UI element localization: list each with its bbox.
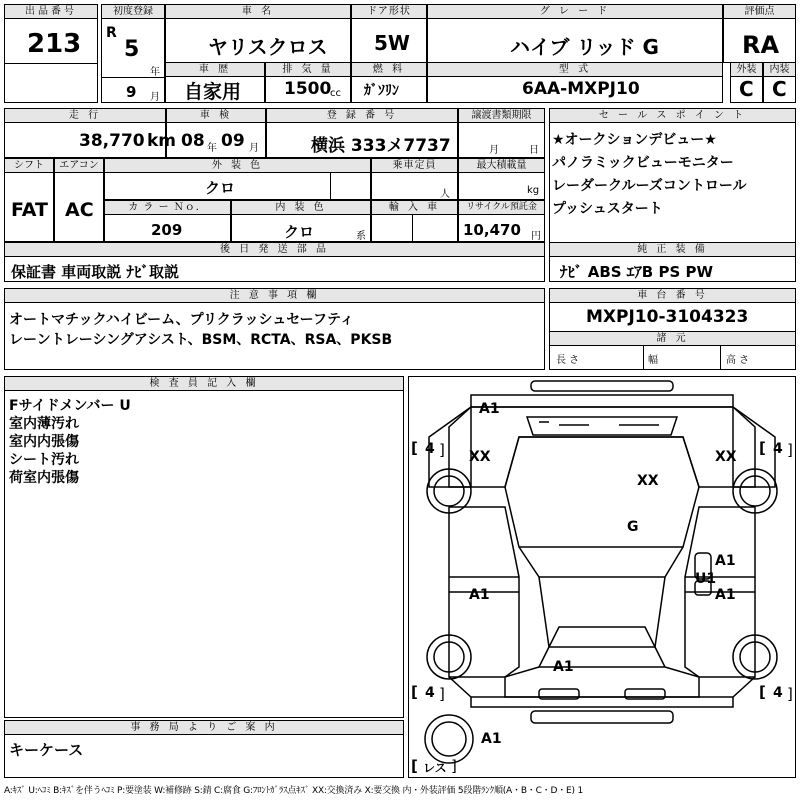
- sales-points-label: セ ー ル ス ポ イ ン ト: [550, 109, 795, 123]
- int-grade: C: [772, 77, 787, 101]
- ac: AC: [65, 199, 94, 221]
- car-name-label: 車 名: [166, 5, 350, 19]
- car-diagram: [ [ [ [ [ A1 XX XX XX G A1 U1 A1 A1 A1 A1 4 ] 4 ] 4 ] 4 ] レス ]: [408, 376, 796, 778]
- mileage-label: 走 行: [5, 109, 165, 123]
- month-unit: 月: [150, 92, 160, 103]
- mark-trunk: A1: [553, 659, 574, 675]
- import-box: [371, 200, 458, 242]
- int-color-label: 内 装 色: [232, 201, 370, 215]
- door-label: ドア形状: [352, 5, 426, 19]
- insp-year: 08: [181, 131, 205, 151]
- displacement-label: 排 気 量: [266, 63, 350, 77]
- sales-point: パノラミックビューモニター: [552, 155, 734, 171]
- fuel: ｶﾞｿﾘﾝ: [364, 83, 399, 99]
- shift-box: [4, 158, 54, 242]
- int-color: クロ: [284, 223, 315, 241]
- equipment-label: 純 正 装 備: [550, 243, 795, 257]
- transfer-month: 月: [489, 145, 499, 156]
- color-no-box: [104, 200, 231, 242]
- int-color-box: [231, 200, 371, 242]
- chassis-number: MXPJ10-3104323: [586, 307, 749, 327]
- color: クロ: [205, 179, 236, 197]
- mark-front-bumper: A1: [479, 401, 500, 417]
- notes-box: [4, 288, 545, 370]
- later-parts-box: [4, 242, 545, 282]
- inspector-line: 室内薄汚れ: [9, 416, 79, 432]
- load-unit: kg: [527, 185, 540, 196]
- history: 自家用: [184, 81, 242, 103]
- score: RA: [742, 31, 780, 59]
- grade: ハイブ リッド G: [510, 35, 659, 59]
- history-box: [165, 62, 265, 103]
- inspector-line: シート汚れ: [9, 452, 79, 468]
- mark-l-rear-door: A1: [469, 587, 490, 603]
- load-box: [458, 158, 545, 200]
- chassis-label: 車 台 番 号: [550, 289, 795, 303]
- ext-grade: C: [739, 77, 754, 101]
- color-no: 209: [151, 221, 183, 239]
- reg-box: [266, 108, 458, 158]
- sales-point: ★オークションデビュー★: [552, 132, 717, 148]
- era: R: [106, 25, 117, 41]
- equipment-box: [549, 242, 796, 282]
- mileage-unit: km: [147, 131, 177, 151]
- year-unit: 年: [150, 67, 160, 78]
- door-type: 5W: [374, 31, 410, 55]
- car-name-box: [165, 4, 351, 63]
- recycle-unit: 円: [531, 231, 541, 242]
- width-label: 幅: [648, 355, 658, 366]
- inspector-label: 検 査 員 記 入 欄: [5, 377, 403, 391]
- first-reg-month: 9: [126, 83, 137, 101]
- mark-roof: G: [627, 519, 639, 535]
- office-box: [4, 720, 404, 778]
- ac-box: [54, 158, 104, 242]
- lot-label: 出品番号: [5, 5, 97, 19]
- legend: A:ｷｽﾞ U:ﾍｺﾐ B:ｷｽﾞを伴うﾍｺﾐ P:要塗装 W:補修跡 S:錆 C:腐食 G:ﾌﾛﾝﾄｶﾞﾗｽ点ｷｽﾞ XX:交換済み X:要交換 内・外装評価 5段階ﾗﾝｸ順(A・B・C・D・E) 1: [4, 786, 583, 796]
- int-color-unit: 系: [356, 231, 366, 242]
- score-label: 評価点: [724, 5, 795, 19]
- height-label: 高 さ: [726, 355, 750, 366]
- insp-month-unit: 月: [249, 143, 259, 154]
- model-label: 型 式: [428, 63, 722, 77]
- dims-label: 諸 元: [550, 331, 795, 346]
- insp-month: 09: [221, 131, 245, 151]
- reg-number: 横浜 333メ7737: [311, 136, 451, 156]
- tire-rl: 4: [425, 685, 435, 701]
- ext-label: 外装: [731, 63, 762, 77]
- lot-number: 213: [27, 29, 82, 59]
- chassis-box: [549, 288, 796, 370]
- capacity-box: [371, 158, 458, 200]
- tire-fl: 4: [425, 441, 435, 457]
- displacement-unit: cc: [330, 88, 341, 99]
- ac-label: エアコン: [55, 159, 103, 173]
- inspector-line: 荷室内張傷: [9, 470, 79, 486]
- transfer-label: 譲渡書類期限: [459, 109, 544, 123]
- color-box: [104, 158, 371, 200]
- capacity-label: 乗車定員: [372, 159, 457, 173]
- inspector-line: Fサイドメンバー U: [9, 398, 131, 414]
- sales-point: プッシュスタート: [552, 201, 663, 217]
- ext-box: [730, 62, 763, 103]
- mark-fl-fender: XX: [469, 449, 491, 465]
- note-line: オートマチックハイビーム、プリクラッシュセーフティ: [9, 312, 354, 328]
- recycle-label: リサイクル預託金: [459, 201, 544, 215]
- door-box: [351, 4, 427, 63]
- displacement: 1500: [284, 79, 332, 99]
- tire-rl-bracket: [: [411, 683, 418, 701]
- length-label: 長 さ: [556, 355, 580, 366]
- transfer-box: [458, 108, 545, 158]
- car-outline: [409, 377, 795, 777]
- office-note: キーケース: [9, 741, 84, 759]
- recycle-box: [458, 200, 545, 242]
- later-parts: 保証書 車両取説 ﾅﾋﾞ取説: [11, 263, 179, 281]
- load-label: 最大積載量: [459, 159, 544, 173]
- first-reg-box: [101, 4, 165, 103]
- transfer-day: 日: [529, 145, 539, 156]
- inspector-box: [4, 376, 404, 718]
- equipment: ﾅﾋﾞ ABS ｴｱB PS PW: [560, 263, 714, 281]
- lot-box: [4, 4, 98, 103]
- color-label: 外 装 色: [105, 159, 370, 173]
- car-name: ヤリスクロス: [208, 35, 328, 59]
- grade-box: [427, 4, 723, 63]
- mileage-box: [4, 108, 177, 158]
- mark-r-front-door: A1: [715, 553, 736, 569]
- first-reg-year: 5: [124, 37, 140, 62]
- int-box: [763, 62, 796, 103]
- reg-label: 登 録 番 号: [267, 109, 457, 123]
- fuel-label: 燃 料: [352, 63, 426, 77]
- tire-fr-bracket: [: [759, 439, 766, 457]
- shift-label: シフト: [5, 159, 53, 173]
- inspector-line: 室内内張傷: [9, 434, 79, 450]
- history-label: 車 歴: [166, 63, 264, 77]
- tire-fr: 4: [773, 441, 783, 457]
- tire-rr-bracket: [: [759, 683, 766, 701]
- model: 6AA-MXPJ10: [522, 79, 640, 99]
- note-line: レーントレーシングアシスト、BSM、RCTA、RSA、PKSB: [9, 332, 393, 348]
- int-label: 内装: [764, 63, 795, 77]
- office-label: 事 務 局 よ り ご 案 内: [5, 721, 403, 735]
- mark-r-rear-door: A1: [715, 587, 736, 603]
- grade-label: グ レ ー ド: [428, 5, 722, 19]
- tire-rr: 4: [773, 685, 783, 701]
- mark-fr-fender: XX: [715, 449, 737, 465]
- tire-fl-bracket: [: [411, 439, 418, 457]
- spare-tire: レス: [423, 761, 447, 775]
- mark-r-side: U1: [695, 571, 717, 587]
- sales-point: レーダークルーズコントロール: [552, 178, 747, 194]
- later-parts-label: 後 日 発 送 部 品: [5, 243, 544, 257]
- color-no-label: カ ラ ー Ｎｏ．: [105, 201, 230, 215]
- mark-hood: XX: [637, 473, 659, 489]
- spare-bracket: [: [411, 757, 418, 775]
- model-box: [427, 62, 723, 103]
- notes-label: 注 意 事 項 欄: [5, 289, 544, 303]
- recycle-amount: 10,470: [463, 221, 521, 239]
- insp-year-unit: 年: [207, 143, 217, 154]
- mark-rear-bumper: A1: [481, 731, 502, 747]
- import-label: 輸 入 車: [372, 201, 457, 215]
- fuel-box: [351, 62, 427, 103]
- capacity-unit: 人: [440, 189, 450, 200]
- displacement-box: [265, 62, 351, 103]
- shift: FAT: [11, 199, 48, 221]
- inspection-label: 車 検: [167, 109, 265, 123]
- score-box: [723, 4, 796, 63]
- inspection-box: [166, 108, 266, 158]
- mileage: 38,770: [79, 131, 145, 151]
- first-reg-label: 初度登録: [102, 5, 164, 19]
